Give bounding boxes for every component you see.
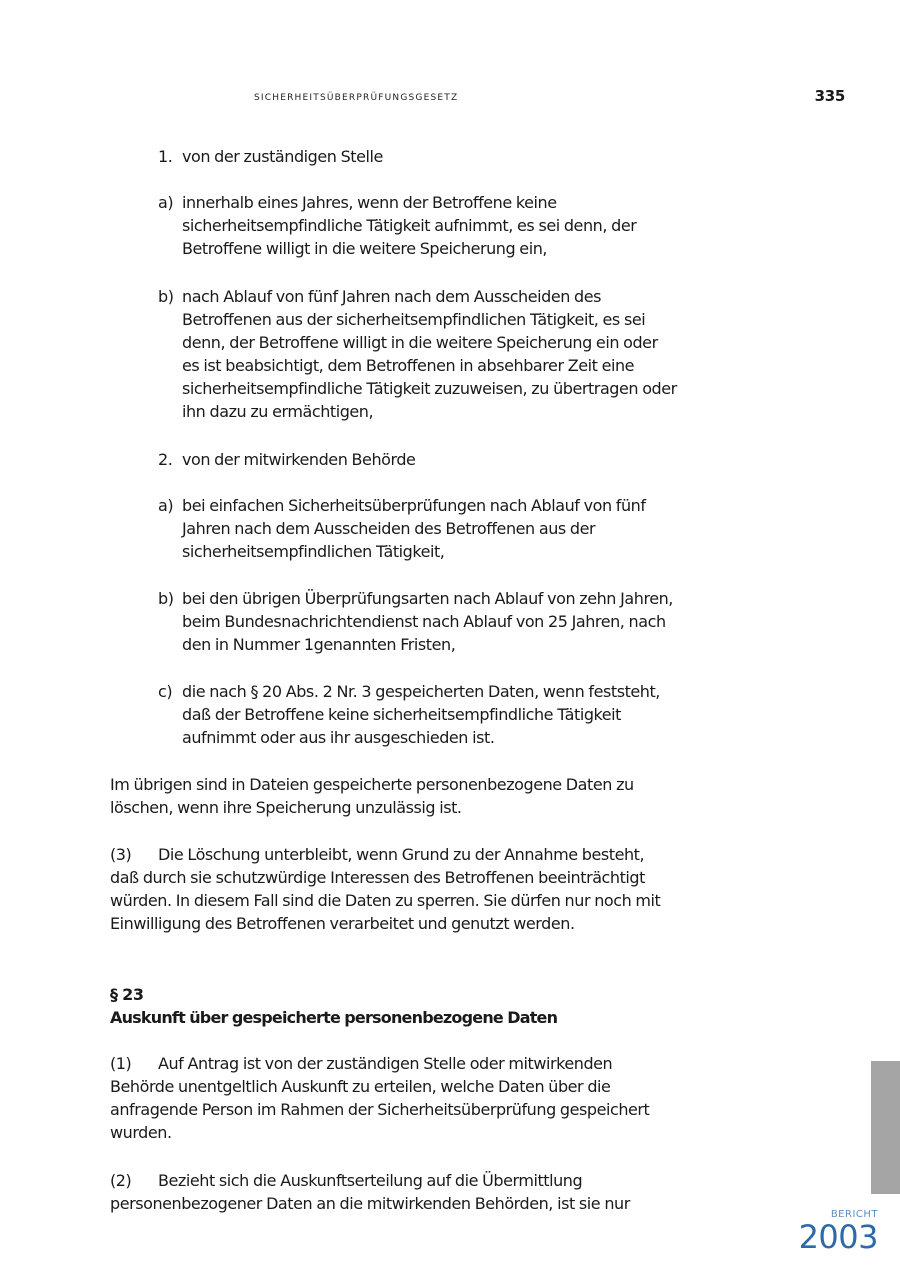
list-item-2b [158, 587, 678, 656]
logo-year: 2003 [798, 1218, 878, 1256]
list-item-2 [158, 448, 678, 471]
list-item-text: von der zuständigen Stelle [182, 147, 383, 166]
list-item-text: bei einfachen Sicherheitsüberprüfungen nach Ablauf von fünf Jahren nach dem Ausscheiden des Betroffenen aus der sicherheitsempfindlichen Tätigkeit, [182, 496, 646, 561]
running-head-title: sicherheitsüberprüfungsgesetz [254, 89, 459, 104]
list-item-2c [158, 680, 678, 749]
section-number: § 23 [110, 985, 144, 1004]
list-marker: a) [158, 496, 174, 515]
list-marker: c) [158, 682, 173, 701]
page-number: 335 [814, 87, 845, 105]
logo-word: bericht [830, 1205, 878, 1221]
list-item-text: innerhalb eines Jahres, wenn der Betroffene keine sicherheitsempfindliche Tätigkeit aufnimmt, es sei denn, der Betroffene willigt in die weitere Speicherung ein, [182, 193, 637, 258]
section-paragraph-1 [110, 1052, 670, 1144]
section-paragraph-2 [110, 1169, 670, 1215]
list-item-1b [158, 285, 678, 423]
paragraph-3 [110, 843, 670, 935]
paragraph-number: (1) [110, 1054, 132, 1073]
paragraph-text: Bezieht sich die Auskunftserteilung auf die Übermittlung personenbezogener Daten an die mitwirkenden Behörden, ist sie nur [110, 1171, 630, 1213]
report-logo [798, 1205, 878, 1256]
list-marker: 1. [158, 147, 173, 166]
list-marker: 2. [158, 450, 173, 469]
section-title: Auskunft über gespeicherte personenbezogene Daten [110, 1008, 558, 1027]
paragraph-number: (3) [110, 845, 132, 864]
closing-paragraph: Im übrigen sind in Dateien gespeicherte personenbezogene Daten zu löschen, wenn ihre Speicherung unzulässig ist. [110, 775, 634, 817]
list-item-1 [158, 145, 678, 168]
list-marker: b) [158, 589, 174, 608]
paragraph-text: Auf Antrag ist von der zuständigen Stelle oder mitwirkenden Behörde unentgeltlich Auskunft zu erteilen, welche Daten über die anfragende Person im Rahmen der Sicherheitsüberprüfung gespeichert wurden. [110, 1054, 650, 1142]
list-item-1a [158, 191, 678, 260]
list-item-text: von der mitwirkenden Behörde [182, 450, 416, 469]
list-item-text: nach Ablauf von fünf Jahren nach dem Ausscheiden des Betroffenen aus der sicherheitsempfindlichen Tätigkeit, es sei denn, der Betroffene willigt in die weitere Speicherung ein oder es ist beabsichtigt, dem Betroffenen in absehbarer Zeit eine sicherheitsempfindliche Tätigkeit zuzuweisen, zu übertragen oder ihn dazu zu ermächtigen, [182, 287, 677, 421]
paragraph-text: Die Löschung unterbleibt, wenn Grund zu der Annahme besteht, daß durch sie schutzwürdige Interessen des Betroffenen beeinträchtigt würden. In diesem Fall sind die Daten zu sperren. Sie dürfen nur noch mit Einwilligung des Betroffenen verarbeitet und genutzt werden. [110, 845, 661, 933]
chapter-tab-marker [871, 1061, 900, 1194]
paragraph-number: (2) [110, 1171, 132, 1190]
list-marker: a) [158, 193, 174, 212]
list-marker: b) [158, 287, 174, 306]
list-item-2a [158, 494, 678, 563]
list-item-text: die nach § 20 Abs. 2 Nr. 3 gespeicherten Daten, wenn feststeht, daß der Betroffene keine sicherheitsempfindliche Tätigkeit aufnimmt oder aus ihr ausgeschieden ist. [182, 682, 660, 747]
list-item-text: bei den übrigen Überprüfungsarten nach Ablauf von zehn Jahren, beim Bundesnachrichtendienst nach Ablauf von 25 Jahren, nach den in Nummer 1genannten Fristen, [182, 589, 673, 654]
